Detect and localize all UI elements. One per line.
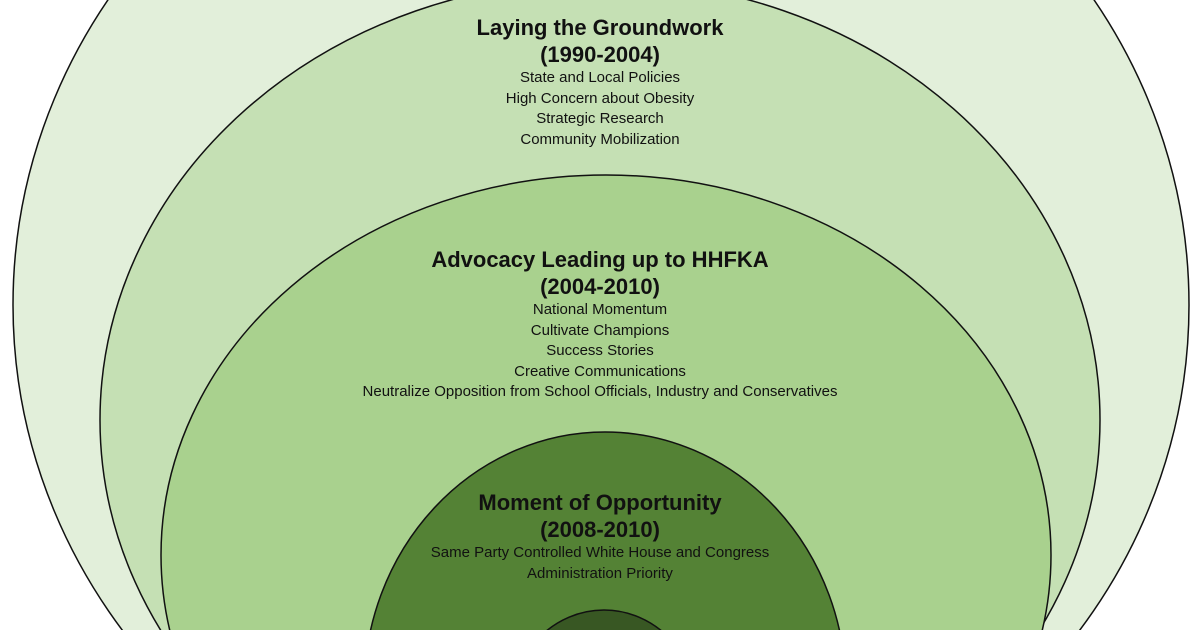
list-item: Creative Communications (514, 362, 686, 380)
ring-title: Moment of Opportunity (478, 490, 722, 515)
list-item: Neutralize Opposition from School Officials, Industry and Conservatives (362, 383, 838, 400)
ring-period: (2004-2010) (540, 274, 660, 299)
list-item: High Concern about Obesity (505, 89, 695, 107)
list-item: National Momentum (532, 301, 668, 318)
list-item: Cultivate Champions (530, 321, 670, 339)
ring-title: Advocacy Leading up to HHFKA (431, 247, 769, 272)
moment-of-opportunity-block (0, 489, 1200, 584)
list-item: Success Stories (546, 342, 654, 359)
ring-period: (2008-2010) (540, 517, 660, 542)
list-item: State and Local Policies (519, 69, 681, 86)
list-item: Same Party Controlled White House and Congress (430, 544, 770, 561)
ring-period: (1990-2004) (540, 42, 660, 67)
advocacy-leading-up-block (0, 246, 1200, 403)
list-item: Community Mobilization (520, 130, 680, 148)
laying-the-groundwork-block (0, 14, 1200, 150)
ring-title: Laying the Groundwork (476, 15, 724, 40)
list-item: Administration Priority (527, 564, 673, 582)
list-item: Strategic Research (536, 110, 664, 127)
